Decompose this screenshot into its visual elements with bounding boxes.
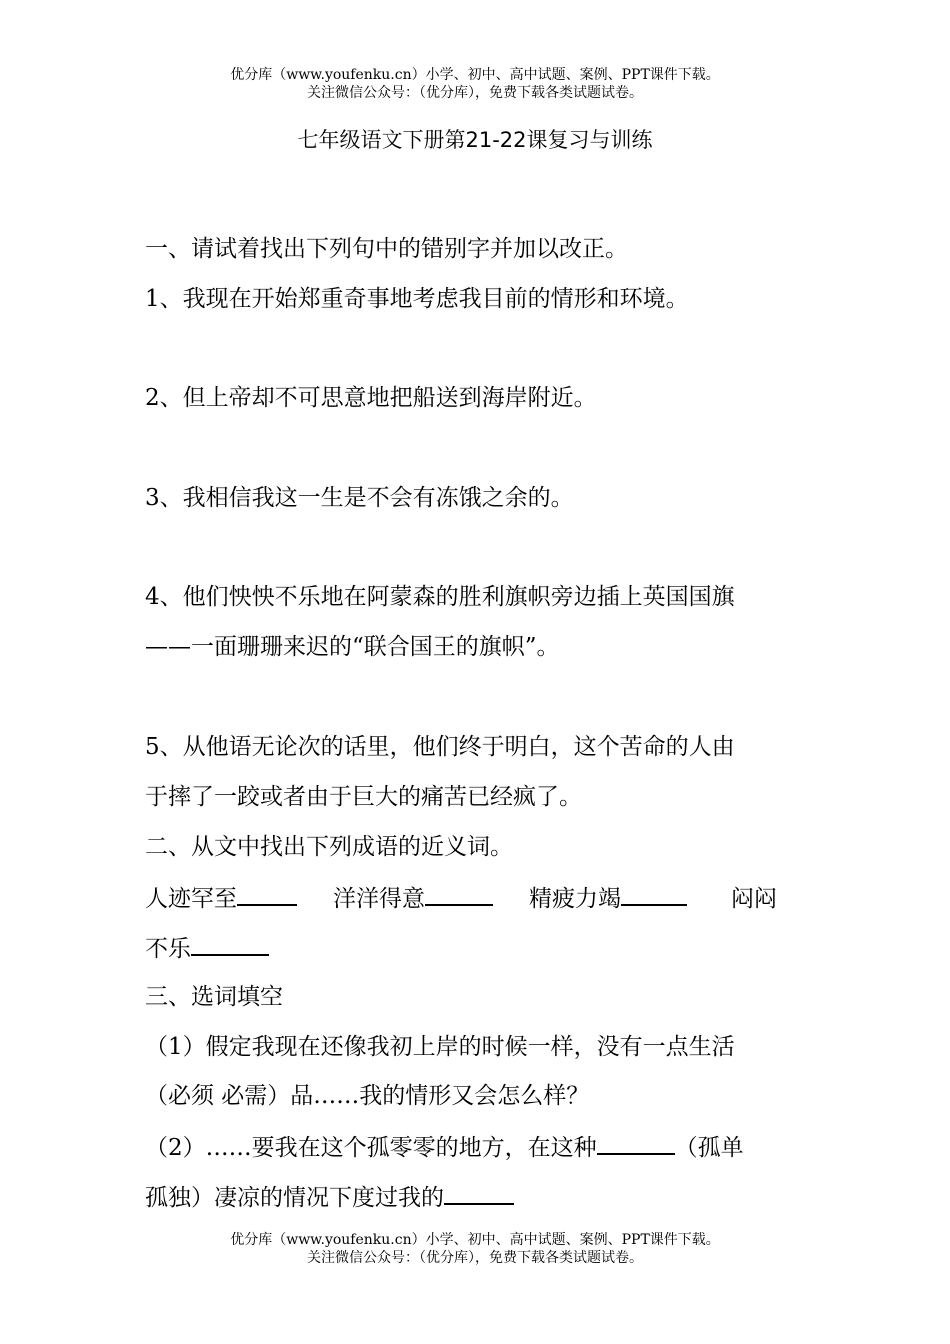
q2-line-1 — [145, 1131, 744, 1163]
word-4: 闷闷 — [731, 886, 777, 912]
section2-words-row-2 — [145, 932, 269, 964]
section1-item-4-cont: ——一面珊珊来迟的“联合国王的旗帜”。 — [145, 634, 560, 660]
answer-blank-1[interactable] — [237, 882, 297, 906]
q2-line-2-text: 孤独）凄凉的情况下度过我的 — [145, 1185, 444, 1211]
page-title: 七年级语文下册第21-22课复习与训练 — [297, 128, 653, 152]
q2-line-1-tail: （孤单 — [674, 1135, 744, 1161]
section1-item-5: 5、从他语无论次的话里，他们终于明白，这个苦命的人由 — [145, 734, 735, 760]
answer-blank-2[interactable] — [425, 882, 493, 906]
footer-line-1: 优分库（www.youfenku.cn）小学、初中、高中试题、案例、PPT课件下载。 — [230, 1232, 720, 1248]
section1-item-5-cont: 于摔了一跤或者由于巨大的痛苦已经疯了。 — [145, 784, 582, 810]
section3-heading: 三、选词填空 — [145, 984, 283, 1010]
answer-blank-4[interactable] — [191, 932, 269, 956]
section2-words-row — [145, 882, 777, 914]
q1-line-2: （必须 必需）品……我的情形又会怎么样？ — [145, 1083, 590, 1109]
header-line-1: 优分库（www.youfenku.cn）小学、初中、高中试题、案例、PPT课件下载。 — [230, 67, 720, 83]
q2-line-2 — [145, 1181, 514, 1213]
q2-answer-blank-2[interactable] — [444, 1181, 514, 1205]
q1-line-1: （1）假定我现在还像我初上岸的时候一样，没有一点生活 — [145, 1034, 735, 1060]
answer-blank-3[interactable] — [621, 882, 687, 906]
word-4-cont: 不乐 — [145, 936, 191, 962]
section2-heading: 二、从文中找出下列成语的近义词。 — [145, 834, 513, 860]
section1-item-4: 4、他们怏怏不乐地在阿蒙森的胜利旗帜旁边插上英国国旗 — [145, 584, 735, 610]
section1-heading: 一、请试着找出下列句中的错别字并加以改正。 — [145, 236, 628, 262]
footer-line-2: 关注微信公众号：（优分库），免费下载各类试题试卷。 — [307, 1250, 643, 1266]
word-2: 洋洋得意 — [333, 886, 425, 912]
word-3: 精疲力竭 — [529, 886, 621, 912]
q2-line-1-text: （2）……要我在这个孤零零的地方，在这种 — [145, 1135, 597, 1161]
section1-item-3: 3、我相信我这一生是不会有冻饿之余的。 — [145, 485, 574, 511]
section1-item-1: 1、我现在开始郑重奇事地考虑我目前的情形和环境。 — [145, 286, 689, 312]
header-line-2: 关注微信公众号：（优分库），免费下载各类试题试卷。 — [307, 85, 643, 101]
section1-item-2: 2、但上帝却不可思意地把船送到海岸附近。 — [145, 385, 597, 411]
word-1: 人迹罕至 — [145, 886, 237, 912]
q2-answer-blank-1[interactable] — [597, 1131, 675, 1155]
